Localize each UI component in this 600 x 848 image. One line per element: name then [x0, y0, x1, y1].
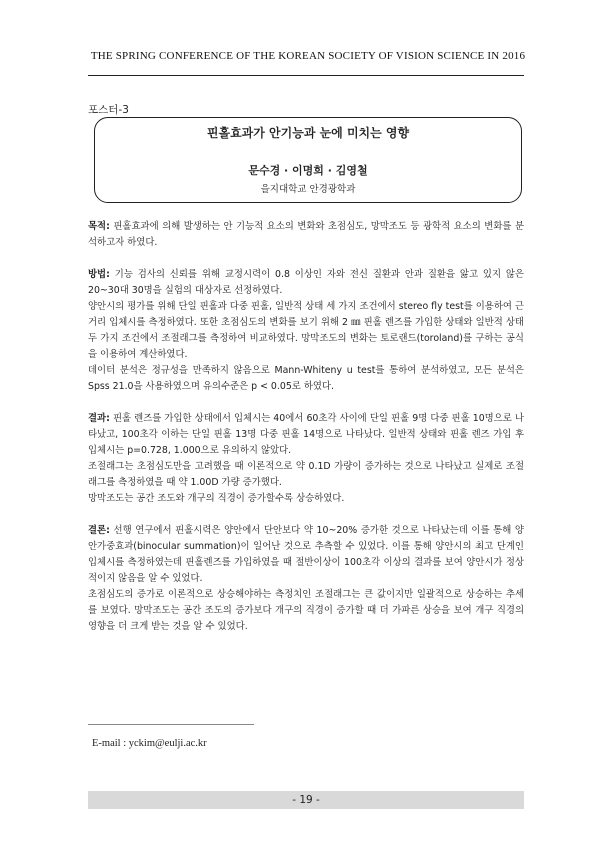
objective-text: 핀홀효과에 의해 발생하는 안 기능적 요소의 변화와 초점심도, 망막조도 등 광학적 요소의 변화를 분석하고자 하였다. — [88, 221, 524, 248]
results-label: 결과: — [88, 413, 110, 424]
header-rule — [88, 75, 524, 76]
abstract-body — [88, 219, 524, 635]
email-label: E-mail : — [92, 738, 127, 749]
objective-paragraph — [88, 219, 524, 251]
conference-header: THE SPRING CONFERENCE OF THE KOREAN SOCIETY OF VISION SCIENCE IN 2016 — [90, 50, 526, 62]
conclusion-text: 선행 연구에서 핀홀시력은 양안에서 단안보다 약 10~20% 증가한 것으로 나타났는데 이를 통해 양안가중효과(binocular summation)이 일어난 것으로 추측할 수 있었다. 이를 통해 양안시의 최고 단계인 입체시를 측정하였는데 핀홀렌즈를 가입하였을 때 절반이상이 100초각 이상의 결과를 보여 양안시가 정상적이지 않음을 알 수 있었다. — [88, 525, 524, 584]
conclusion-paragraph — [88, 523, 524, 587]
results-paragraph: 망막조도는 공간 조도와 개구의 직경이 증가할수록 상승하였다. — [88, 493, 345, 504]
results-paragraph — [88, 411, 524, 459]
method-paragraph: 양안시의 평가를 위해 단일 핀홀과 다중 핀홀, 일반적 상태 세 가지 조건에서 stereo fly test를 이용하여 근거리 입체시를 측정하였다. 또한 초점심도의 변화를 보기 위해 2 ㎜ 핀홀 렌즈를 가입한 상태와 일반적 상태 두 가지 조건에서 조절래그를 측정하여 비교하였다. 망막조도의 변화는 토로랜드(toroland)를 구하는 공식을 이용하여 계산하였다. — [88, 301, 524, 360]
method-paragraph — [88, 267, 524, 299]
authors: 문수경 · 이명희 · 김영철 — [248, 164, 368, 177]
footnote-rule — [88, 724, 254, 725]
paper-title: 핀홀효과가 안기능과 눈에 미치는 영향 — [206, 126, 410, 140]
method-paragraph: 데이터 분석은 정규성을 만족하지 않음으로 Mann-Whiteny u test를 통하여 분석하였고, 모든 분석은 Spss 21.0을 사용하였으며 유의수준은 p < 0.05로 하였다. — [88, 365, 524, 392]
method-label: 방법: — [88, 269, 110, 280]
conclusion-paragraph: 초점심도의 증가로 이론적으로 상승해야하는 측정치인 조절래그는 큰 값이지만 일괄적으로 상승하는 추세를 보였다. 망막조도는 공간 조도의 증가보다 개구의 직경이 증가할 때 더 가파른 상승을 보여 개구 직경의 영향을 더 크게 받는 것을 알 수 있었다. — [88, 589, 524, 632]
results-text: 핀홀 렌즈를 가입한 상태에서 입체시는 40에서 60초각 사이에 단일 핀홀 9명 다중 핀홀 10명으로 나타났고, 100초각 이하는 단일 핀홀 13명 다중 핀홀 14명으로 나타났다. 일반적 상태와 핀홀 렌즈 가입 후 입체시는 p=0.728, 1.000으로 유의하지 않았다. — [88, 413, 524, 456]
method-text: 기능 검사의 신뢰를 위해 교정시력이 0.8 이상인 자와 전신 질환과 안과 질환을 앓고 있지 않은 20~30대 30명을 실험의 대상자로 선정하였다. — [88, 269, 524, 296]
poster-number: 포스터-3 — [88, 104, 129, 116]
objective-label: 목적: — [88, 221, 110, 232]
email-address[interactable]: yckim@eulji.ac.kr — [128, 738, 207, 749]
email-line — [92, 738, 207, 749]
title-box — [94, 117, 522, 203]
page-number: - 19 - — [88, 791, 524, 809]
affiliation: 을지대학교 안경광학과 — [260, 184, 356, 195]
results-paragraph: 조절래그는 초점심도만을 고려했을 때 이론적으로 약 0.1D 가량이 증가하는 것으로 나타났고 실제로 조절래그를 측정하였을 때 약 1.00D 가량 증가했다. — [88, 461, 524, 488]
conclusion-label: 결론: — [88, 525, 110, 536]
